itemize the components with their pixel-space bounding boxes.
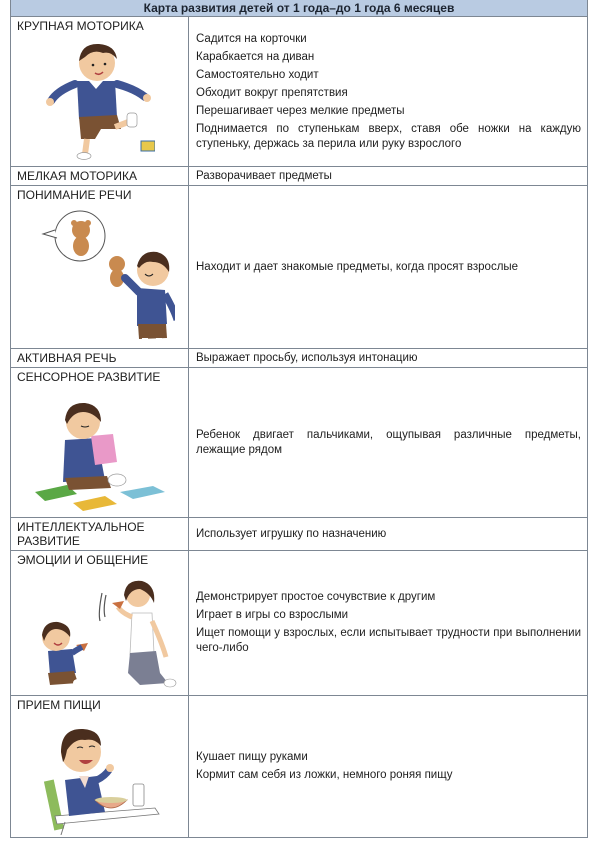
skill-item: Кормит сам себя из ложки, немного роняя пищу bbox=[196, 769, 453, 781]
skill-item: Обходит вокруг препятствия bbox=[196, 86, 348, 99]
table-row-fine-motor bbox=[11, 167, 587, 186]
skill-item: Самостоятельно ходит bbox=[196, 68, 319, 81]
table-row-gross-motor bbox=[11, 17, 587, 167]
skill-item: Кушает пищу руками bbox=[196, 751, 308, 763]
skill-item: Выражает просьбу, используя интонацию bbox=[196, 351, 418, 364]
category-cell bbox=[11, 368, 189, 517]
category-label: КРУПНАЯ МОТОРИКА bbox=[17, 19, 144, 33]
table-row-eating bbox=[11, 696, 587, 837]
category-cell bbox=[11, 696, 189, 837]
category-label: ПРИЕМ ПИЩИ bbox=[17, 698, 101, 712]
boy-touching-paper-sheets-illustration bbox=[11, 390, 188, 515]
category-label: ЭМОЦИИ И ОБЩЕНИЕ bbox=[17, 553, 149, 567]
boy-kicking-block-illustration bbox=[11, 39, 188, 164]
description-cell bbox=[189, 696, 587, 837]
description-cell bbox=[189, 551, 587, 695]
description-cell bbox=[189, 186, 587, 348]
skill-item: Поднимается по ступенькам вверх, ставя обе ножки на каждую ступеньку, держась за перила или руку взрослого bbox=[196, 122, 581, 150]
category-cell bbox=[11, 17, 189, 166]
boy-holding-teddy-bear-illustration bbox=[11, 206, 188, 346]
description-cell bbox=[189, 368, 587, 517]
table-row-intellectual bbox=[11, 518, 587, 551]
category-cell bbox=[11, 551, 189, 695]
table-row-active-speech bbox=[11, 349, 587, 368]
category-cell bbox=[11, 518, 189, 550]
table-row-emotions bbox=[11, 551, 587, 696]
skill-item: Ищет помощи у взрослых, если испытывает трудности при выполнении чего-либо bbox=[196, 627, 581, 654]
description-cell bbox=[189, 349, 587, 367]
skill-item: Садится на корточки bbox=[196, 32, 307, 45]
skill-item: Ребенок двигает пальчиками, ощупывая различные предметы, лежащие рядом bbox=[196, 428, 581, 456]
skill-item: Играет в игры со взрослыми bbox=[196, 609, 349, 621]
skill-item: Карабкается на диван bbox=[196, 50, 315, 63]
development-table bbox=[10, 0, 588, 838]
skill-item: Находит и дает знакомые предметы, когда просят взрослые bbox=[196, 260, 519, 273]
category-label: ПОНИМАНИЕ РЕЧИ bbox=[17, 188, 132, 202]
skill-item: Использует игрушку по назначению bbox=[196, 527, 387, 540]
category-label: СЕНСОРНОЕ РАЗВИТИЕ bbox=[17, 370, 161, 384]
boy-eating-at-table-illustration bbox=[11, 720, 188, 835]
table-row-speech-understanding bbox=[11, 186, 587, 349]
category-cell bbox=[11, 167, 189, 185]
description-cell bbox=[189, 518, 587, 550]
category-cell bbox=[11, 186, 189, 348]
skill-item: Разворачивает предметы bbox=[196, 169, 332, 182]
category-cell bbox=[11, 349, 189, 367]
category-label: ИНТЕЛЛЕКТУАЛЬНОЕ РАЗВИТИЕ bbox=[17, 520, 145, 548]
category-label: МЕЛКАЯ МОТОРИКА bbox=[17, 169, 137, 183]
table-title: Карта развития детей от 1 года–до 1 года 6 месяцев bbox=[11, 0, 587, 17]
skill-item: Демонстрирует простое сочувствие к другим bbox=[196, 591, 436, 603]
description-cell bbox=[189, 167, 587, 185]
table-row-sensory bbox=[11, 368, 587, 518]
mother-playing-with-boy-illustration bbox=[11, 573, 188, 693]
category-label: АКТИВНАЯ РЕЧЬ bbox=[17, 351, 117, 365]
skill-item: Перешагивает через мелкие предметы bbox=[196, 104, 405, 117]
description-cell bbox=[189, 17, 587, 166]
